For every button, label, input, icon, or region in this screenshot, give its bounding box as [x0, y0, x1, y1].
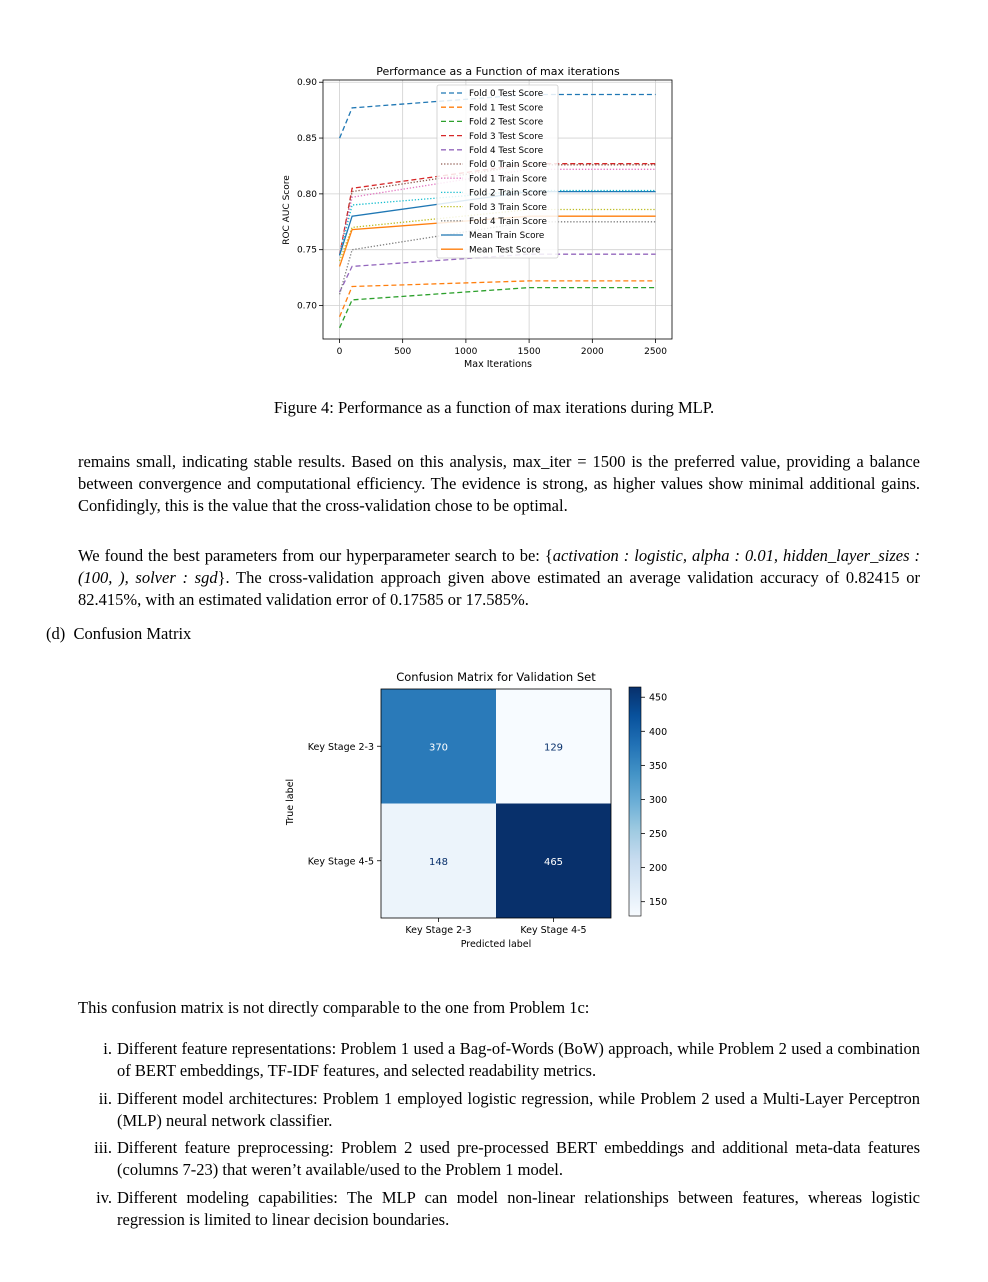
cell-value-label: 148 [428, 856, 449, 868]
item-number: i. [103, 1039, 112, 1058]
colorbar-tick-label: 250 [649, 829, 668, 841]
item-number: iv. [96, 1188, 112, 1207]
x-tick-label: 2000 [580, 347, 604, 357]
item-number: iii. [94, 1138, 112, 1157]
colorbar-tick-label: 150 [649, 897, 668, 909]
comparison-item-3 [78, 1137, 920, 1181]
item-text: Different modeling capabilities: The MLP can model non-linear relationships between features, whereas logistic regression is limited to linear decision boundaries. [117, 1188, 920, 1229]
chart1-ylabel: ROC AUC Score [282, 175, 292, 245]
item-number: ii. [98, 1089, 112, 1108]
col-label: Key Stage 2-3 [405, 925, 472, 936]
y-tick-label: 0.85 [296, 134, 317, 145]
section-d-title: Confusion Matrix [73, 624, 192, 643]
paragraph-max-iter: remains small, indicating stable results. Based on this analysis, max_iter = 1500 is the preferred value, providing a balance between convergence and computational efficiency. The evidence is strong, as higher values show minimal additional gains. Confidingly, this is the value that the cross-validation chose to be optimal. [78, 452, 920, 515]
section-d-heading [46, 624, 191, 644]
legend-label: Mean Test Score [469, 245, 541, 256]
colorbar-tick-label: 400 [649, 726, 668, 738]
chart2-xlabel: Predicted label [460, 939, 532, 950]
colorbar [629, 687, 641, 916]
confusion-matrix-chart [0, 660, 988, 960]
best-params-suffix: }. The cross-validation approach given above estimated an average validation accuracy of 0.82415 or 82.415%, with an estimated validation error of 0.17585 or 17.585%. [78, 568, 920, 609]
legend-label: Fold 0 Test Score [469, 89, 544, 100]
y-tick-label: 0.75 [296, 245, 317, 256]
y-tick-label: 0.90 [296, 78, 317, 89]
legend-label: Fold 0 Train Score [469, 160, 547, 171]
paragraph-best-params [78, 545, 920, 611]
x-tick-label: 1000 [454, 347, 478, 357]
comparison-intro: This confusion matrix is not directly comparable to the one from Problem 1c: [78, 998, 590, 1017]
item-text: Different feature preprocessing: Problem 2 used pre-processed BERT embeddings and additional meta-data features (columns 7-23) that weren’t available/used to the Problem 1 model. [117, 1138, 920, 1179]
y-tick-label: 0.70 [296, 301, 317, 312]
performance-line-chart [0, 0, 988, 395]
item-text: Different feature representations: Problem 1 used a Bag-of-Words (BoW) approach, while Problem 2 used a combination of BERT embeddings, TF-IDF features, and selected readability metrics. [117, 1039, 920, 1080]
item-text: Different model architectures: Problem 1 employed logistic regression, while Problem 2 used a Multi-Layer Perceptron (MLP) neural network classifier. [117, 1089, 920, 1130]
cell-value-label: 465 [543, 856, 564, 868]
comparison-item-1 [78, 1038, 920, 1082]
chart1-xlabel: Max Iterations [464, 359, 532, 370]
y-tick-label: 0.80 [296, 189, 317, 200]
chart2-title: Confusion Matrix for Validation Set [396, 670, 596, 684]
legend-label: Fold 2 Test Score [469, 117, 544, 128]
cell-value-label: 370 [428, 742, 449, 754]
figure-4-caption: Figure 4: Performance as a function of max iterations during MLP. [273, 398, 715, 417]
x-tick-label: 1500 [517, 347, 541, 357]
legend-label: Fold 4 Train Score [469, 217, 547, 227]
comparison-item-4 [78, 1187, 920, 1231]
row-label: Key Stage 4-5 [307, 856, 374, 868]
series-line [340, 281, 656, 317]
chart1-title: Performance as a Function of max iterations [376, 65, 620, 78]
col-label: Key Stage 4-5 [520, 925, 587, 936]
chart2-ylabel: True label [285, 778, 296, 826]
colorbar-tick-label: 450 [649, 692, 668, 704]
section-d-label: (d) [46, 624, 66, 643]
legend-label: Fold 1 Train Score [469, 174, 547, 185]
colorbar-tick-label: 200 [649, 863, 668, 875]
series-line [340, 288, 656, 328]
legend-label: Fold 2 Train Score [469, 188, 547, 199]
legend-label: Mean Train Score [469, 231, 545, 242]
legend-label: Fold 3 Train Score [469, 202, 547, 213]
best-params-values: activation : logistic, alpha : 0.01, hidden_layer_sizes : (100, ), solver : sgd [78, 546, 920, 587]
colorbar-ticks [641, 693, 667, 908]
chart1-legend [437, 85, 558, 258]
x-tick-label: 2500 [644, 347, 668, 357]
legend-label: Fold 3 Test Score [469, 131, 544, 142]
x-tick-label: 0 [336, 347, 343, 357]
comparison-item-2 [78, 1088, 920, 1132]
x-tick-label: 500 [394, 347, 412, 357]
chart2-cells [381, 689, 611, 918]
legend-label: Fold 1 Test Score [469, 103, 544, 114]
best-params-prefix: We found the best parameters from our hyperparameter search to be: { [78, 546, 553, 565]
row-label: Key Stage 2-3 [307, 741, 374, 753]
colorbar-tick-label: 300 [649, 794, 668, 806]
colorbar-tick-label: 350 [649, 760, 668, 772]
legend-label: Fold 4 Test Score [469, 146, 544, 156]
cell-value-label: 129 [543, 742, 564, 754]
series-line [340, 254, 656, 292]
